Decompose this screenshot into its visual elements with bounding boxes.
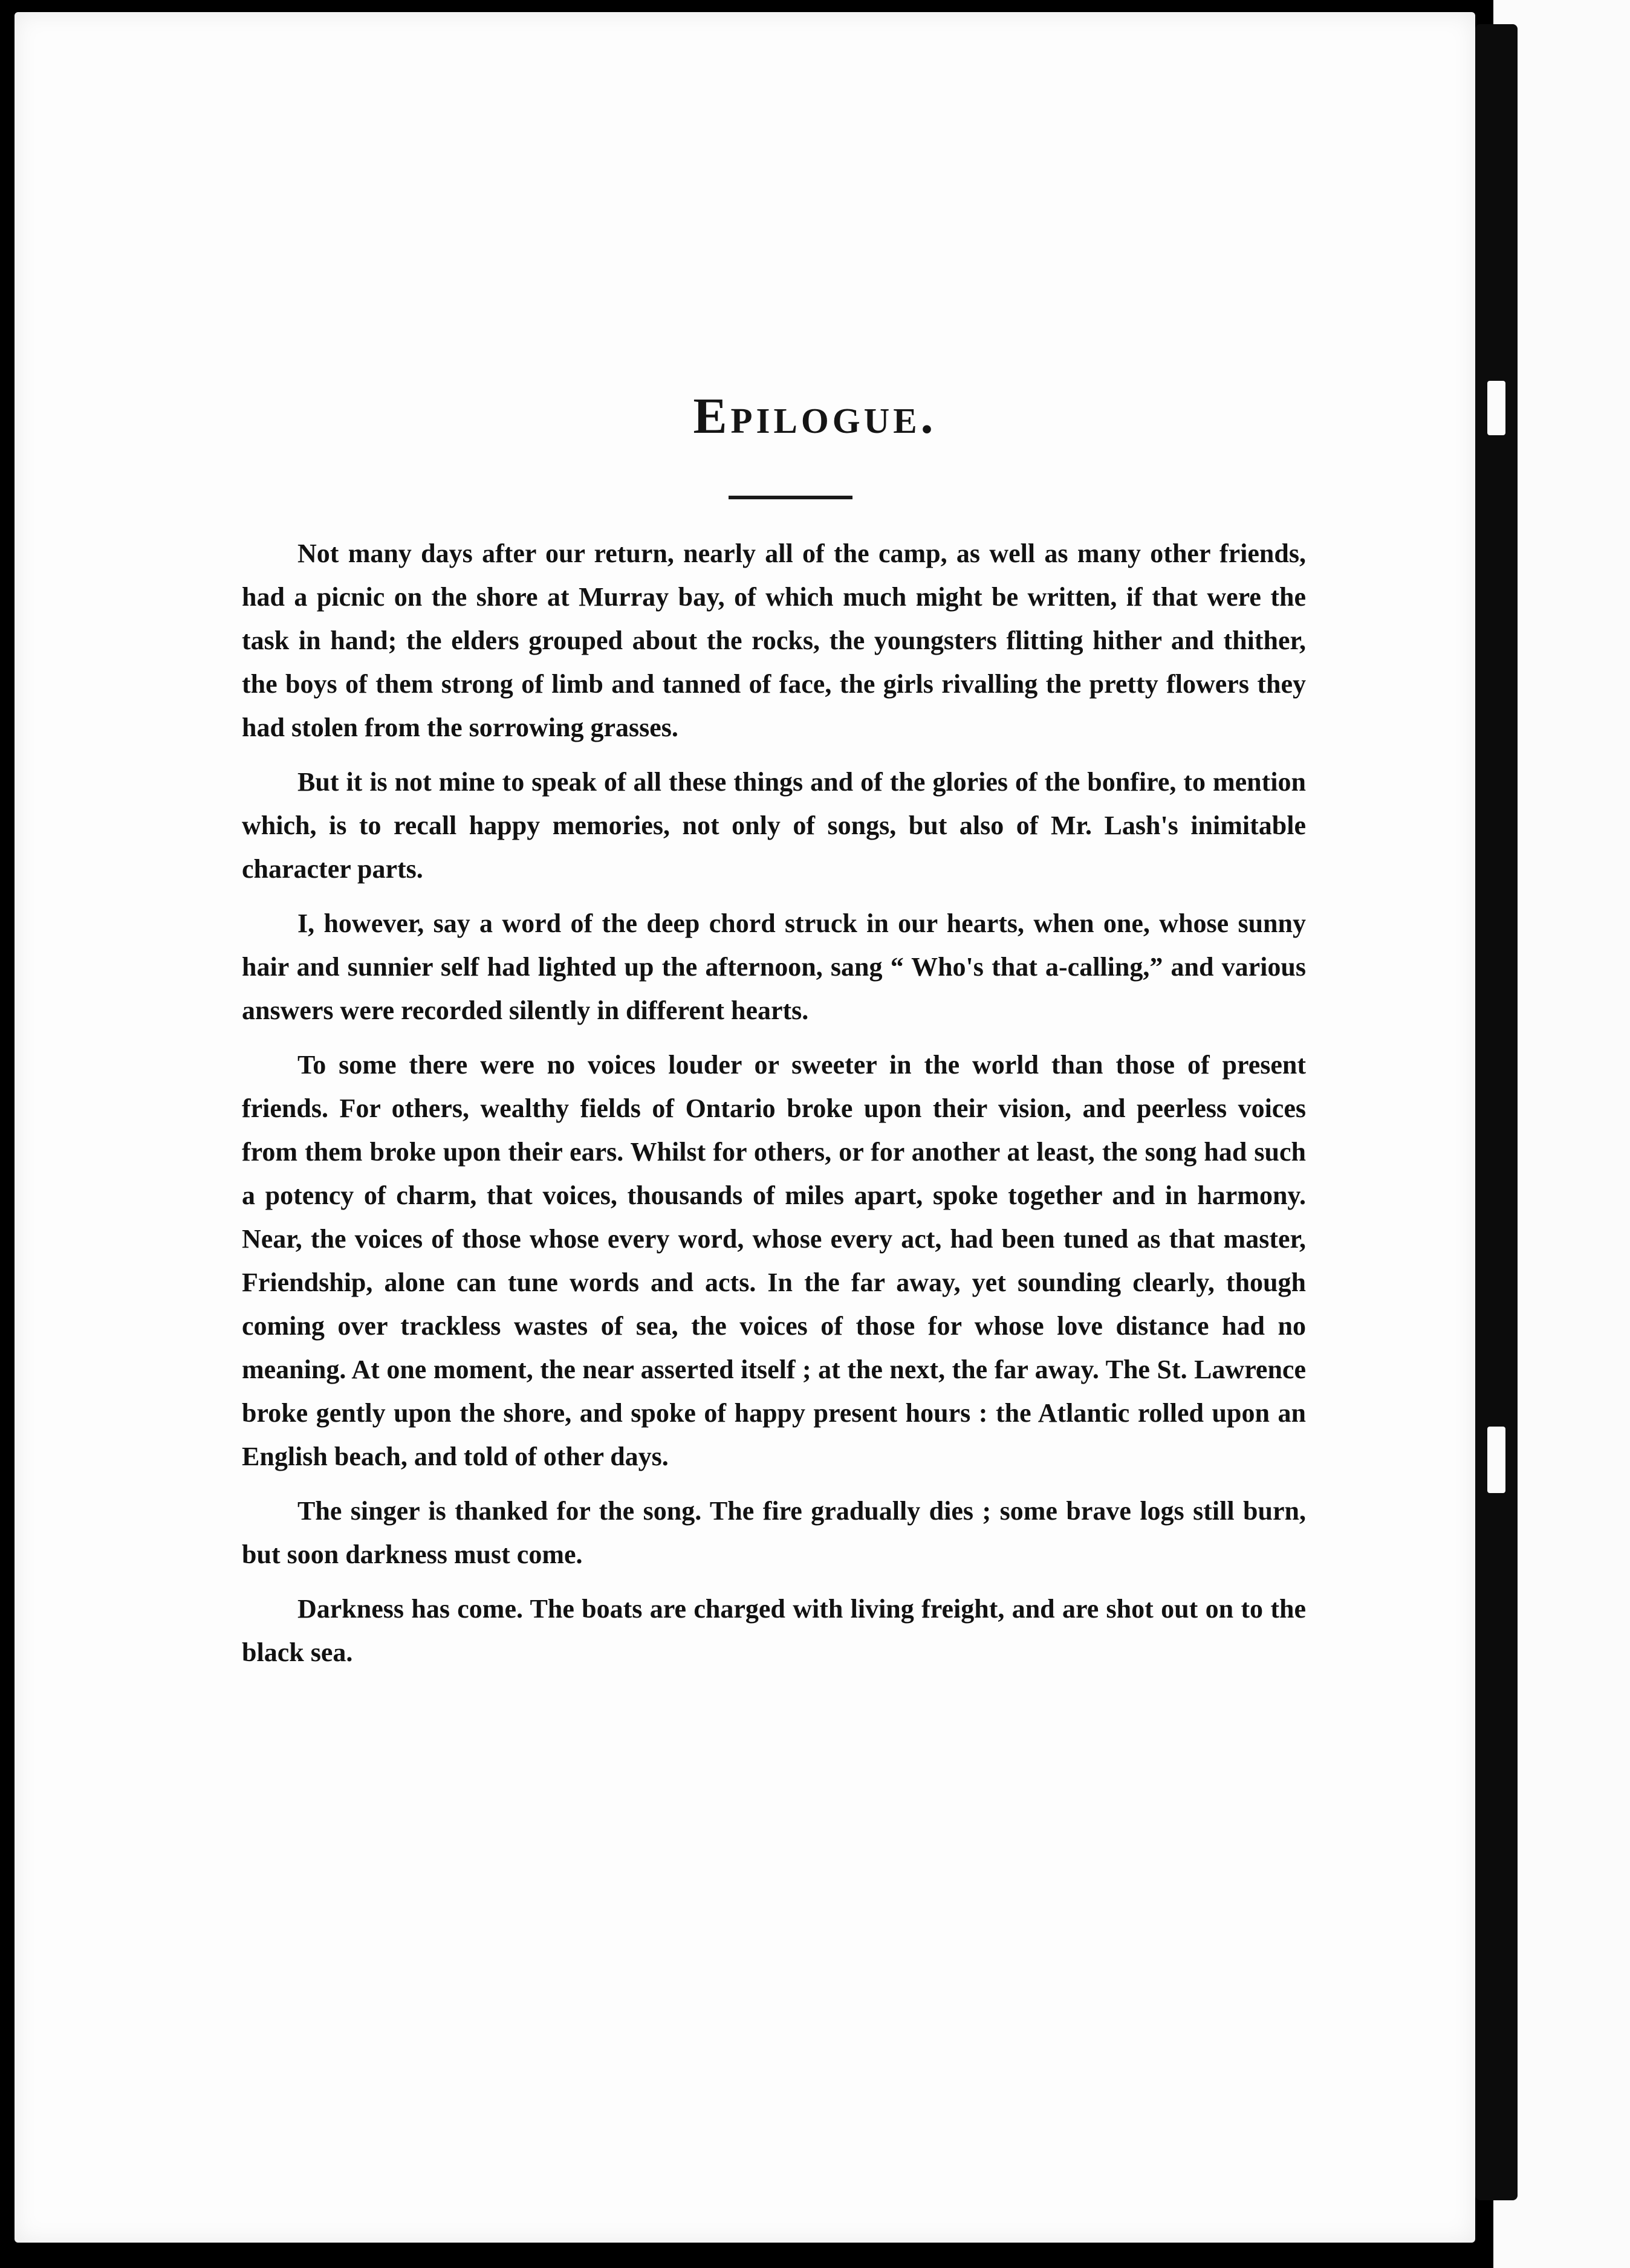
- paragraph: But it is not mine to speak of all these things and of the glories of the bonfire, to mention which, is to recall happy memories, not only of songs, but also of Mr. Lash's inimitable character parts.: [242, 767, 1306, 884]
- paragraph: Not many days after our return, nearly all of the camp, as well as many other friends, had a picnic on the shore at Murray bay, of which much might be written, if that were the task in hand; the elders grouped about the rocks, the youngsters flitting hither and thither, the boys of them strong of limb and tanned of face, the girls rivalling the pretty flowers they had stolen from the sorrowing grasses.: [242, 539, 1306, 742]
- epilogue-text: [242, 532, 1306, 1685]
- binding-notch: [1487, 1427, 1505, 1493]
- page-title: Epilogue.: [693, 388, 937, 444]
- paragraph: To some there were no voices louder or sweeter in the world than those of present friends. For others, wealthy fields of Ontario broke upon their vision, and peerless voices from them broke upon their ears. Whilst for others, or for another at least, the song had such a potency of charm, that voices, thousands of miles apart, spoke together and in harmony. Near, the voices of those whose every word, whose every act, had been tuned as that master, Friendship, alone can tune words and acts. In the far away, yet sounding clearly, though coming over trackless wastes of sea, the voices of those for whose love distance had no meaning. At one moment, the near asserted itself ; at the next, the far away. The St. Lawrence broke gently upon the shore, and spoke of happy present hours : the Atlantic rolled upon an English beach, and told of other days.: [242, 1050, 1306, 1471]
- title-rule: [729, 496, 852, 499]
- paragraph: The singer is thanked for the song. The fire gradually dies ; some brave logs still burn, but soon darkness must come.: [242, 1496, 1306, 1569]
- book-binding: [1475, 24, 1518, 2200]
- paragraph: I, however, say a word of the deep chord struck in our hearts, when one, whose sunny hair and sunnier self had lighted up the afternoon, sang “ Who's that a-calling,” and various answers were recorded silently in different hearts.: [242, 909, 1306, 1025]
- paragraph: Darkness has come. The boats are charged with living freight, and are shot out on to the black sea.: [242, 1594, 1306, 1667]
